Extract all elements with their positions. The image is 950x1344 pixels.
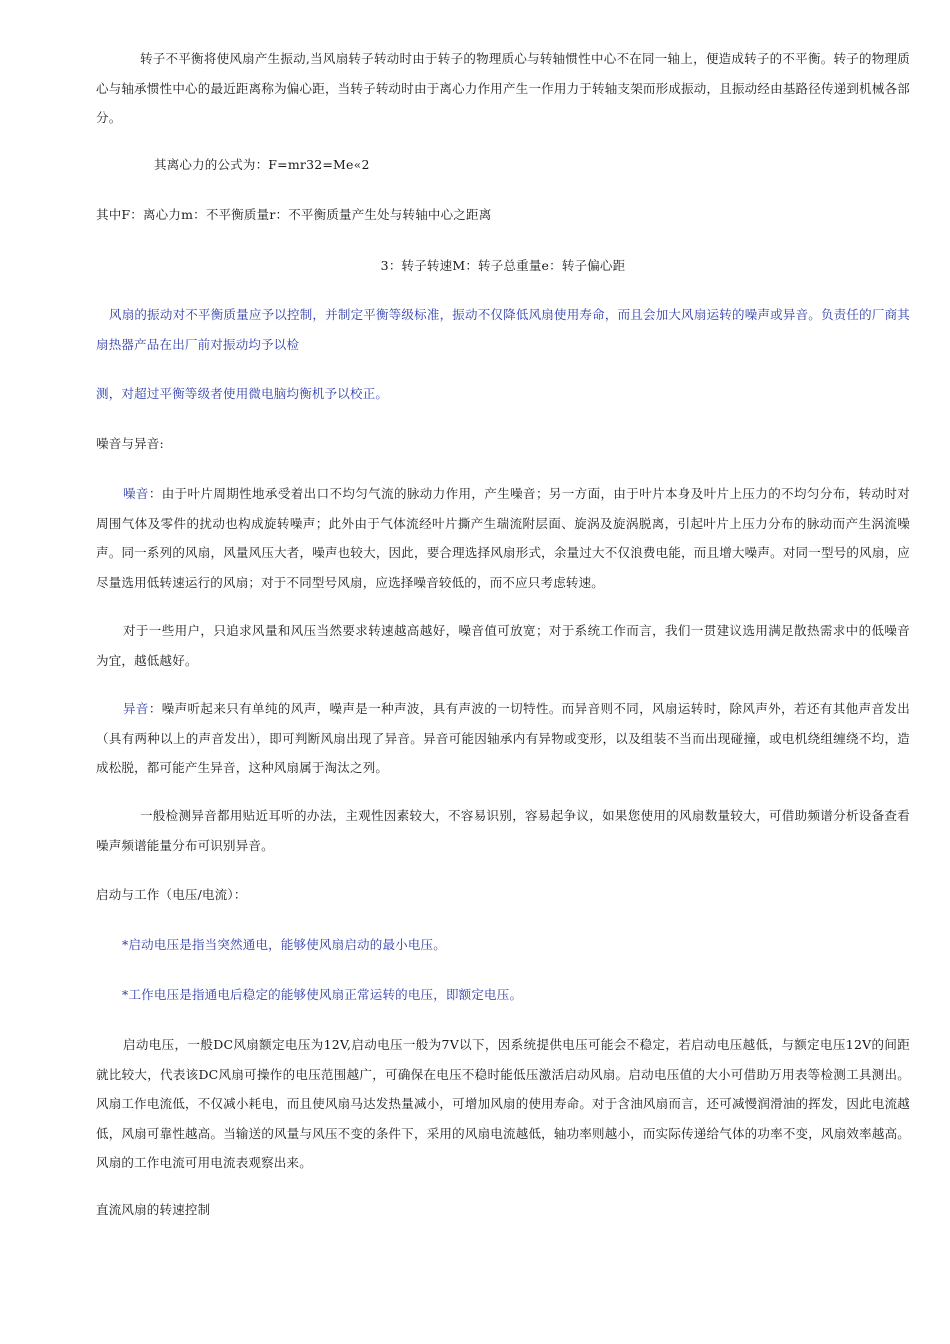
paragraph-formula-variables-2: 3：转子转速M：转子总重量e：转子偏心距 — [380, 258, 626, 273]
paragraph-abnormal-sound-body: ：噪声听起来只有单纯的风声，噪声是一种声波，具有声波的一切特性。而异音则不同，风扇运转时，除风声外，若还有其他声音发出（具有两种以上的声音发出），即可判断风扇出现了异音。异音可能因轴承内有异物或变形，以及组装不当而出现碰撞，或电机绕组缠绕不均，造成松脱，都可能产生异音，这种风扇属于淘汰之列。 — [96, 701, 910, 775]
bullet-working-voltage: *工作电压是指通电后稳定的能够使风扇正常运转的电压，即额定电压。 — [122, 987, 523, 1002]
section-heading-speed-control: 直流风扇的转速控制 — [96, 1202, 211, 1217]
paragraph-centrifugal-formula: 其离心力的公式为：F=mr32=Me«2 — [154, 157, 370, 172]
term-noise: 噪音 — [123, 486, 149, 501]
paragraph-vibration-correction: 测，对超过平衡等级者使用微电脑均衡机予以校正。 — [96, 386, 389, 401]
paragraph-rotor-imbalance: 转子不平衡将使风扇产生振动,当风扇转子转动时由于转子的物理质心与转轴惯性中心不在同一轴上，便造成转子的不平衡。转子的物理质心与轴承惯性中心的最近距离称为偏心距，当转子转动时由于离心力作用产生一作用力于转轴支架而形成振动，且振动经由基路径传递到机械各部分。 — [96, 51, 910, 125]
paragraph-abnormal-sound — [96, 694, 910, 783]
paragraph-detection: 一般检测异音都用贴近耳听的办法，主观性因素较大，不容易识别，容易起争议，如果您使用的风扇数量较大，可借助频谱分析设备查看噪声频谱能量分布可识别异音。 — [96, 808, 910, 853]
paragraph-noise — [96, 479, 910, 597]
paragraph-noise-body: ：由于叶片周期性地承受着出口不均匀气流的脉动力作用，产生噪音；另一方面，由于叶片本身及叶片上压力的不均匀分布，转动时对周围气体及零件的扰动也构成旋转噪声；此外由于气体流经叶片撕产生瑞流附层面、旋涡及旋涡脱离，引起叶片上压力分布的脉动而产生涡流噪声。同一系列的风扇，风量风压大者，噪声也较大，因此，要合理选择风扇形式，余量过大不仅浪费电能，而且增大噪声。对同一型号的风扇，应尽量选用低转速运行的风扇；对于不同型号风扇，应选择噪音较低的，而不应只考虑转速。 — [96, 486, 910, 590]
section-heading-startup: 启动与工作（电压/电流）： — [96, 887, 247, 902]
section-heading-noise: 噪音与异音: — [96, 436, 164, 451]
paragraph-vibration-control: 风扇的振动对不平衡质量应予以控制，并制定平衡等级标准，振动不仅降低风扇使用寿命，而且会加大风扇运转的噪声或异音。负责任的厂商其扇热器产品在出厂前对振动均予以检 — [96, 307, 910, 352]
term-abnormal-sound: 异音 — [123, 701, 149, 716]
paragraph-user-advice: 对于一些用户，只追求风量和风压当然要求转速越高越好，噪音值可放宽；对于系统工作而言，我们一贯建议选用满足散热需求中的低噪音为宜，越低越好。 — [96, 623, 910, 668]
paragraph-formula-variables: 其中F：离心力m：不平衡质量r：不平衡质量产生处与转轴中心之距离 — [96, 207, 492, 222]
paragraph-voltage-current: 启动电压，一般DC风扇额定电压为12V,启动电压一般为7V以下，因系统提供电压可能会不稳定，若启动电压越低，与额定电压12V的间距就比较大，代表该DC风扇可操作的电压范围越广，可确保在电压不稳时能低压激活启动风扇。启动电压值的大小可借助万用表等检测工具测出。风扇工作电流低，不仅减小耗电，而且使风扇马达发热量减小，可增加风扇的使用寿命。对于含油风扇而言，还可减慢润滑油的挥发，因此电流越低，风扇可靠性越高。当输送的风量与风压不变的条件下，采用的风扇电流越低，轴功率则越小，而实际传递给气体的功率不变，风扇效率越高。风扇的工作电流可用电流表观察出来。 — [96, 1037, 910, 1170]
bullet-startup-voltage: *启动电压是指当突然通电，能够使风扇启动的最小电压。 — [122, 937, 446, 952]
